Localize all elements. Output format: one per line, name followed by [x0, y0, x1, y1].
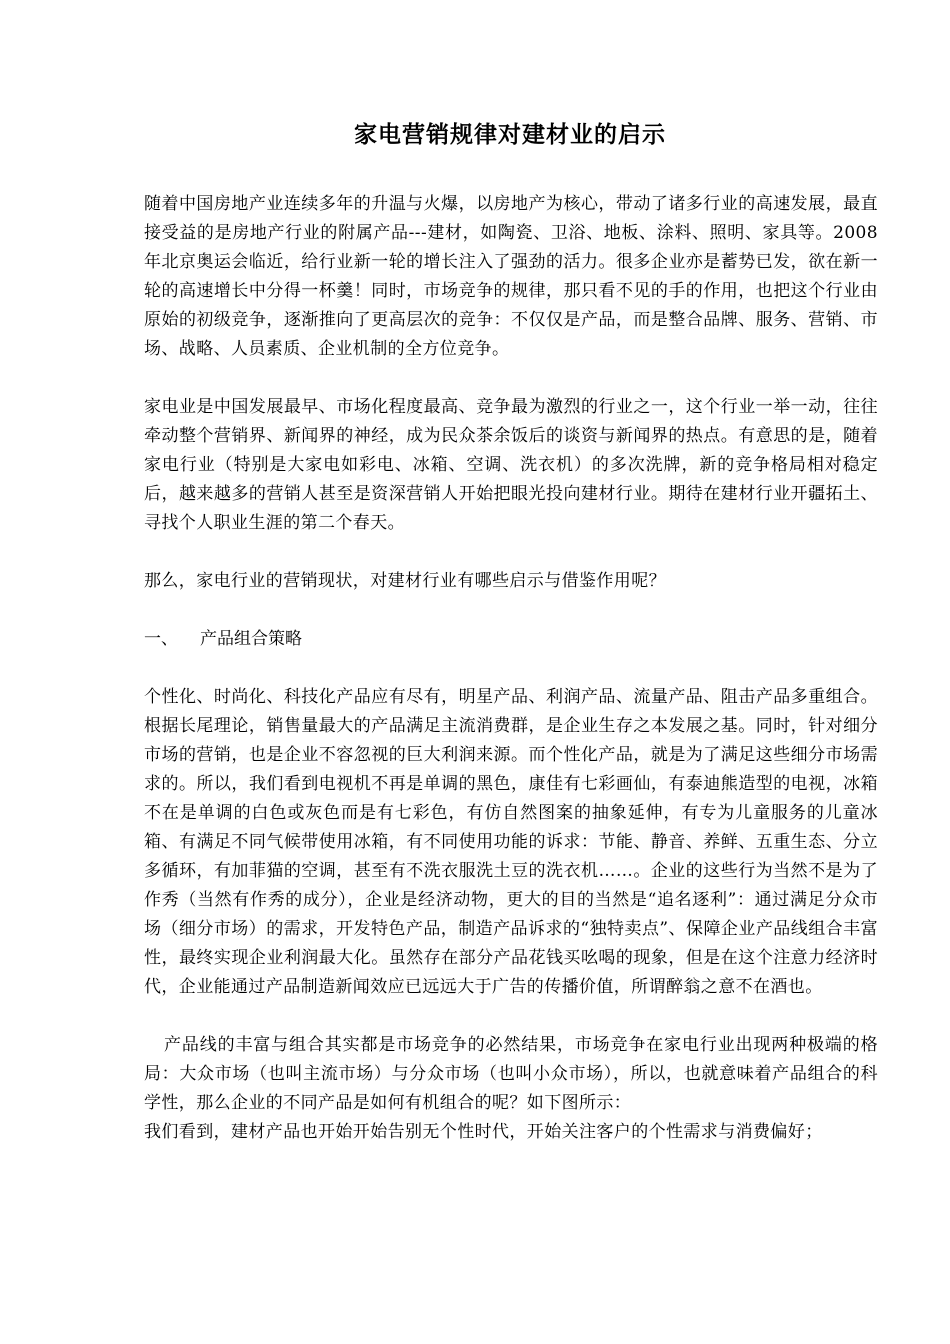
- document-title: 家电营销规律对建材业的启示: [354, 121, 666, 148]
- section-heading: [144, 625, 878, 654]
- paragraph-product-line: 产品线的丰富与组合其实都是市场竞争的必然结果，市场竞争在家电行业出现两种极端的格局：大众市场（也叫主流市场）与分众市场（也叫小众市场），所以，也就意味着产品组合的科学性，那么企业的不同产品是如何有机组合的呢？如下图所示：: [144, 1035, 878, 1113]
- section-title: 产品组合策略: [200, 629, 302, 649]
- document-body: [144, 190, 878, 1147]
- paragraph-appliance-industry: 家电业是中国发展最早、市场化程度最高、竞争最为激烈的行业之一，这个行业一举一动，往往牵动整个营销界、新闻界的神经，成为民众茶余饭后的谈资与新闻界的热点。有意思的是，随着家电行业（特别是大家电如彩电、冰箱、空调、洗衣机）的多次洗牌，新的竞争格局相对稳定后，越来越多的营销人甚至是资深营销人开始把眼光投向建材行业。期待在建材行业开疆拓土、寻找个人职业生涯的第二个春天。: [144, 397, 878, 533]
- paragraph-building-materials: 我们看到，建材产品也开始开始告别无个性时代，开始关注客户的个性需求与消费偏好；: [144, 1122, 823, 1142]
- paragraph-product-mix: 个性化、时尚化、科技化产品应有尽有，明星产品、利润产品、流量产品、阻击产品多重组合。根据长尾理论，销售量最大的产品满足主流消费群，是企业生存之本发展之基。同时，针对细分市场的营销，也是企业不容忽视的巨大利润来源。而个性化产品，就是为了满足这些细分市场需求的。所以，我们看到电视机不再是单调的黑色，康佳有七彩画仙，有泰迪熊造型的电视，冰箱不在是单调的白色或灰色而是有七彩色，有仿自然图案的抽象延伸，有专为儿童服务的儿童冰箱、有满足不同气候带使用冰箱，有不同使用功能的诉求：节能、静音、养鲜、五重生态、分立多循环，有加菲猫的空调，甚至有不洗衣服洗土豆的洗衣机……。企业的这些行为当然不是为了作秀（当然有作秀的成分），企业是经济动物，更大的目的当然是“追名逐利”：通过满足分众市场（细分市场）的需求，开发特色产品，制造产品诉求的“独特卖点”、保障企业产品线组合丰富性，最终实现企业利润最大化。虽然存在部分产品花钱买吆喝的现象，但是在这个注意力经济时代，企业能通过产品制造新闻效应已远远大于广告的传播价值，所谓醉翁之意不在酒也。: [144, 687, 878, 997]
- paragraph-question: 那么，家电行业的营销现状，对建材行业有哪些启示与借鉴作用呢？: [144, 571, 666, 591]
- paragraph-intro: 随着中国房地产业连续多年的升温与火爆，以房地产为核心，带动了诸多行业的高速发展，最直接受益的是房地产行业的附属产品---建材，如陶瓷、卫浴、地板、涂料、照明、家具等。2008年北京奥运会临近，给行业新一轮的增长注入了强劲的活力。很多企业亦是蓄势已发，欲在新一轮的高速增长中分得一杯羹！同时，市场竞争的规律，那只看不见的手的作用，也把这个行业由原始的初级竞争，逐渐推向了更高层次的竞争：不仅仅是产品，而是整合品牌、服务、营销、市场、战略、人员素质、企业机制的全方位竞争。: [144, 194, 878, 359]
- section-number: 一、: [144, 629, 178, 649]
